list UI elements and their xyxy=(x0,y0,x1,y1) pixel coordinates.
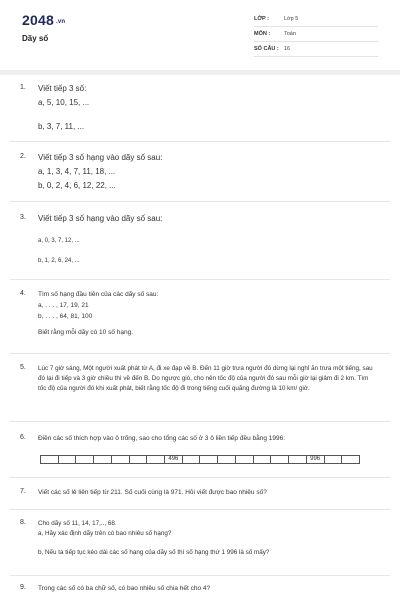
question-number: 7. xyxy=(20,488,26,495)
info-value: Toán xyxy=(284,31,296,37)
info-row-subject xyxy=(254,27,378,42)
strip-cell[interactable] xyxy=(94,456,112,463)
strip-cell[interactable] xyxy=(289,456,307,463)
question-statement: Viết tiếp 3 số hạng vào dãy số sau: xyxy=(38,214,163,223)
site-logo[interactable] xyxy=(22,12,65,28)
logo-tld: .vn xyxy=(55,19,66,25)
logo-text: 2048 xyxy=(22,12,54,28)
question-separator xyxy=(10,141,390,142)
question-number: 9. xyxy=(20,584,26,591)
question-number: 6. xyxy=(20,434,26,441)
question-part-a: a, 0, 3, 7, 12, ... xyxy=(38,238,80,244)
question-part-a: a, Hãy xác định dãy trên có bao nhiêu số hạng? xyxy=(38,530,172,537)
question-part-a: a, 5, 10, 15, ... xyxy=(38,98,90,107)
question-number: 3. xyxy=(20,214,26,221)
question-statement: Điền các số thích hợp vào ô trống, sao cho tổng các số ở 3 ô liền tiếp đều bằng 1996: xyxy=(38,435,286,442)
question-separator xyxy=(10,421,390,422)
question-number: 4. xyxy=(20,290,26,297)
question-statement: Viết các số lẻ liên tiếp từ 211. Số cuối cùng là 971. Hỏi viết được bao nhiêu số? xyxy=(38,489,267,496)
info-key: LỚP : xyxy=(254,16,269,22)
strip-cell[interactable] xyxy=(147,456,165,463)
info-table xyxy=(254,12,378,57)
question-statement: Cho dãy số 11, 14, 17,.., 68. xyxy=(38,520,117,527)
info-row-class xyxy=(254,12,378,27)
question-separator xyxy=(10,477,390,478)
strip-cell[interactable] xyxy=(59,456,77,463)
strip-cell[interactable] xyxy=(325,456,343,463)
question-statement: Viết tiếp 3 số: xyxy=(38,84,87,93)
strip-cell[interactable] xyxy=(236,456,254,463)
strip-cell[interactable] xyxy=(76,456,94,463)
question-part-b: b, 0, 2, 4, 6, 12, 22, ... xyxy=(38,181,116,190)
question-separator xyxy=(10,353,390,354)
question-part-b: b, 1, 2, 6, 24, ... xyxy=(38,258,80,264)
page-title: Dãy số xyxy=(22,34,49,43)
strip-cell[interactable] xyxy=(41,456,59,463)
number-strip xyxy=(40,455,360,464)
question-separator xyxy=(10,509,390,510)
question-statement: Viết tiếp 3 số hạng vào dãy số sau: xyxy=(38,153,163,162)
info-key: MÔN : xyxy=(254,31,271,37)
question-part-b: b, 3, 7, 11, ... xyxy=(38,122,85,131)
question-number: 1. xyxy=(20,84,26,91)
strip-cell[interactable] xyxy=(254,456,272,463)
strip-cell[interactable] xyxy=(130,456,148,463)
info-value: 16 xyxy=(284,46,291,52)
info-key: SỐ CÂU : xyxy=(254,46,279,52)
question-part-b: b, . . . , 64, 81, 100 xyxy=(38,313,93,320)
strip-cell[interactable]: 996 xyxy=(307,456,325,463)
question-separator xyxy=(10,201,390,202)
question-number: 8. xyxy=(20,519,26,526)
question-separator xyxy=(10,575,390,576)
question-number: 5. xyxy=(20,364,26,371)
info-row-count xyxy=(254,42,378,57)
question-paragraph: Lúc 7 giờ sáng, Một người xuất phát từ A, đi xe đạp về B. Đến 11 giờ trưa người đó dừng lại nghỉ ăn trưa một tiếng, sau đó lại đi tiếp và 3 giờ chiều thì về đến B. Do ngược gió, cho nên tốc độ của người đó sau mỗi giờ lại giảm đi 2 km. Tìm tốc độ của người đó khi xuất phát, biết rằng tốc độ đi trong tiếng cuối quãng đường là 10 km/ giờ. xyxy=(38,365,373,392)
question-part-a: a, . . . , 17, 19, 21 xyxy=(38,302,89,309)
strip-cell[interactable] xyxy=(271,456,289,463)
strip-cell[interactable] xyxy=(112,456,130,463)
strip-cell[interactable] xyxy=(342,456,359,463)
info-value: Lớp 5 xyxy=(284,16,299,22)
question-part-b: b, Nếu ta tiếp tục kéo dài các số hạng của dãy số thì số hạng thứ 1 996 là số mấy? xyxy=(38,549,270,556)
question-part-a: a, 1, 3, 4, 7, 11, 18, ... xyxy=(38,167,116,176)
strip-cell[interactable]: 496 xyxy=(165,456,183,463)
strip-cell[interactable] xyxy=(218,456,236,463)
strip-cell[interactable] xyxy=(200,456,218,463)
question-statement: Trong các số có ba chữ số, có bao nhiêu số chia hết cho 4? xyxy=(38,585,211,592)
header-divider xyxy=(0,70,400,75)
strip-cell[interactable] xyxy=(183,456,201,463)
question-separator xyxy=(10,279,390,280)
question-note: Biết rằng mỗi dãy có 10 số hạng. xyxy=(38,329,134,336)
question-statement: Tìm số hạng đầu tiên của các dãy số sau: xyxy=(38,291,159,298)
question-number: 2. xyxy=(20,153,26,160)
